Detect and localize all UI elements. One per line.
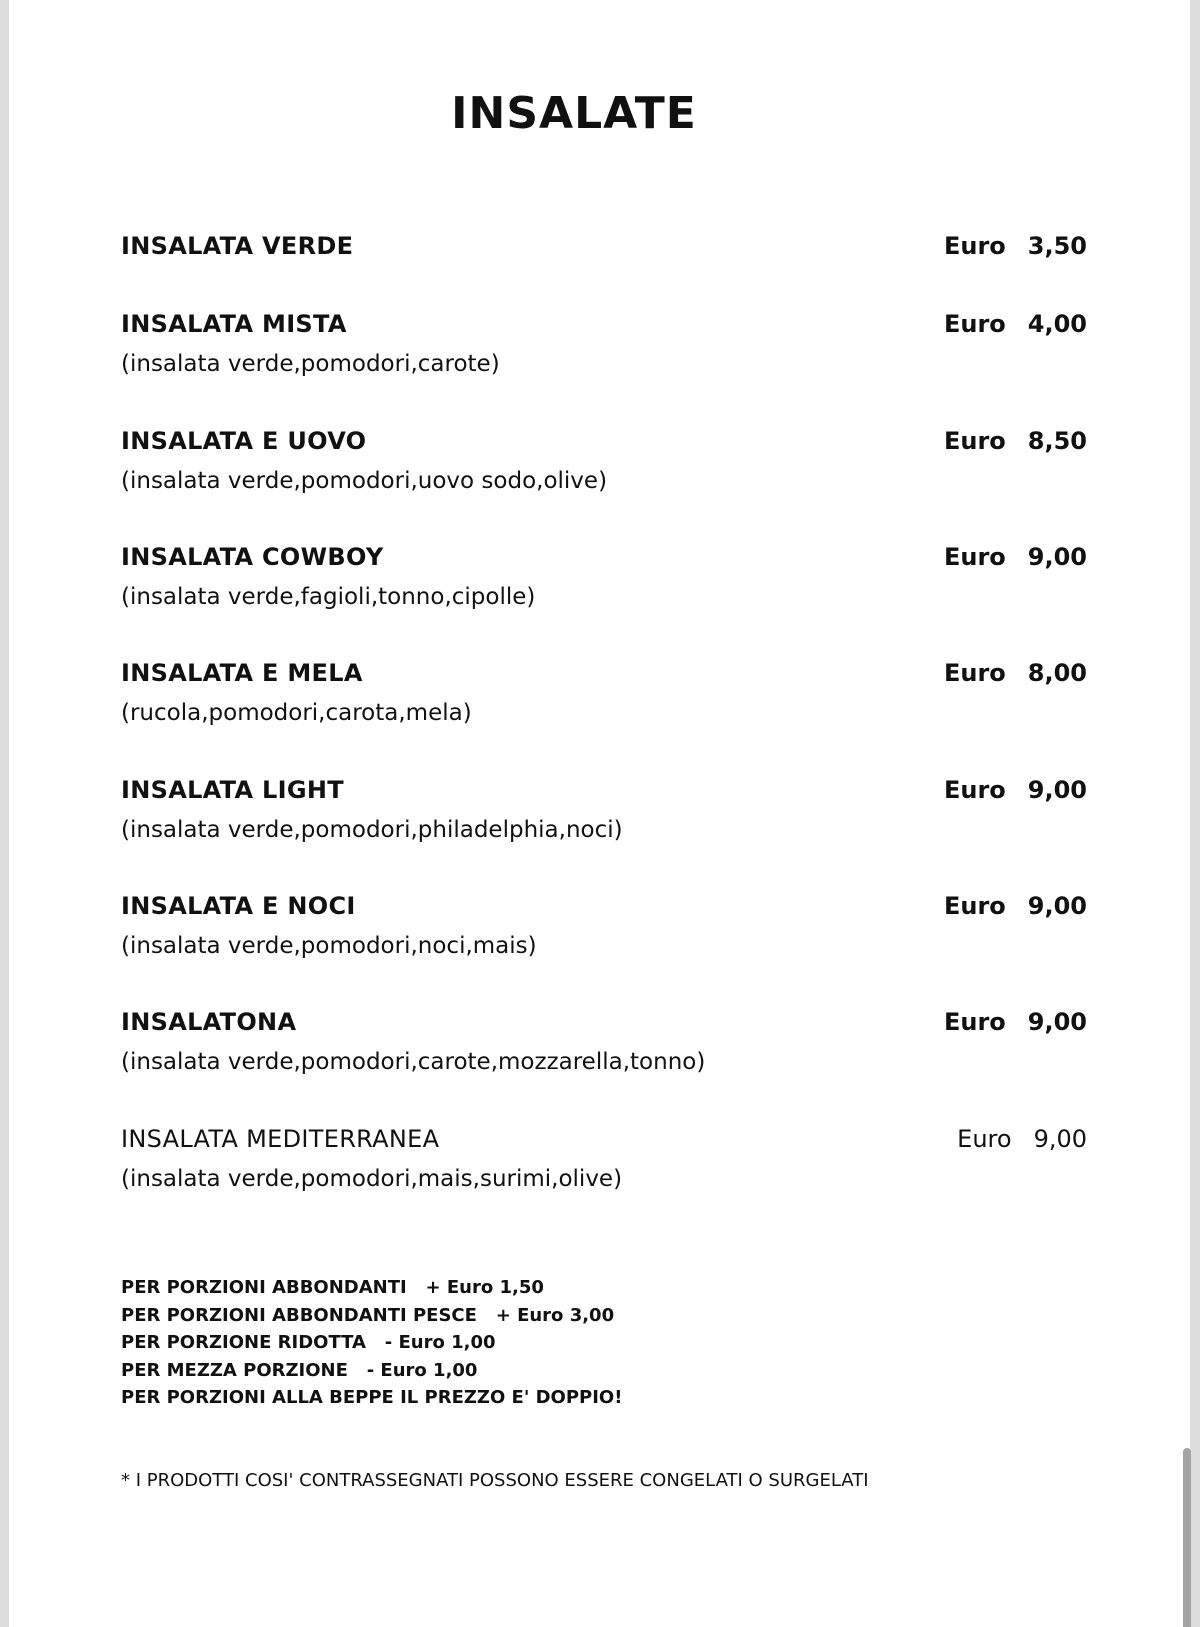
portion-notes [121,1274,622,1412]
menu-item [121,231,1087,261]
item-price [944,775,1087,805]
item-description: (insalata verde,pomodori,philadelphia,noci) [121,817,623,843]
menu-item [121,309,1087,379]
note-line: PER PORZIONI ALLA BEPPE IL PREZZO E' DOPPIO! [121,1387,623,1408]
price-value: 9,00 [1027,543,1087,571]
currency-label: Euro [943,1008,1006,1036]
currency-label: Euro [943,892,1006,920]
item-price [944,542,1087,572]
price-value: 3,50 [1027,232,1087,260]
item-price [944,658,1087,688]
item-description: (insalata verde,pomodori,uovo sodo,olive) [121,468,608,494]
item-description: (insalata verde,fagioli,tonno,cipolle) [121,584,536,610]
scrollbar-thumb[interactable] [1183,1448,1191,1627]
menu-item [121,1007,1087,1077]
item-description: (insalata verde,pomodori,noci,mais) [121,933,537,959]
menu-item [121,542,1087,612]
item-price [957,1124,1087,1154]
item-name: INSALATA MISTA [121,310,347,338]
item-price [944,891,1087,921]
currency-label: Euro [943,776,1006,804]
item-name: INSALATA E MELA [121,659,363,687]
item-description: (insalata verde,pomodori,carote) [121,351,500,377]
item-name: INSALATA E UOVO [121,427,367,455]
item-price [944,1007,1087,1037]
menu-item [121,426,1087,496]
menu-page [9,0,1190,1627]
price-value: 8,50 [1027,427,1087,455]
price-value: 4,00 [1027,310,1087,338]
item-price [944,309,1087,339]
item-name: INSALATA VERDE [121,232,354,260]
page-title: INSALATE [451,88,697,139]
note-line: PER PORZIONE RIDOTTA - Euro 1,00 [121,1332,496,1353]
menu-item [121,658,1087,728]
price-value: 8,00 [1027,659,1087,687]
currency-label: Euro [943,310,1006,338]
note-line: PER PORZIONI ABBONDANTI + Euro 1,50 [121,1277,544,1298]
currency-label: Euro [957,1125,1012,1153]
price-value: 9,00 [1033,1125,1087,1153]
currency-label: Euro [943,543,1006,571]
item-name: INSALATONA [121,1008,297,1036]
note-line: PER PORZIONI ABBONDANTI PESCE + Euro 3,00 [121,1304,615,1326]
item-description: (insalata verde,pomodori,mais,surimi,olive) [121,1166,623,1192]
item-name: INSALATA MEDITERRANEA [121,1125,440,1153]
item-name: INSALATA LIGHT [121,776,344,804]
menu-item [121,1124,1087,1194]
item-price [944,231,1087,261]
note-line: PER MEZZA PORZIONE - Euro 1,00 [121,1359,478,1381]
item-price [944,426,1087,456]
item-description: (insalata verde,pomodori,carote,mozzarella,tonno) [121,1049,706,1075]
menu-item [121,891,1087,961]
item-name: INSALATA E NOCI [121,892,356,920]
currency-label: Euro [943,232,1006,260]
price-value: 9,00 [1027,892,1087,920]
price-value: 9,00 [1027,776,1087,804]
item-description: (rucola,pomodori,carota,mela) [121,700,472,726]
currency-label: Euro [943,427,1006,455]
item-name: INSALATA COWBOY [121,543,384,571]
currency-label: Euro [943,659,1006,687]
frozen-products-footnote: * I PRODOTTI COSI' CONTRASSEGNATI POSSONO ESSERE CONGELATI O SURGELATI [121,1470,869,1491]
menu-item [121,775,1087,845]
price-value: 9,00 [1027,1008,1087,1036]
